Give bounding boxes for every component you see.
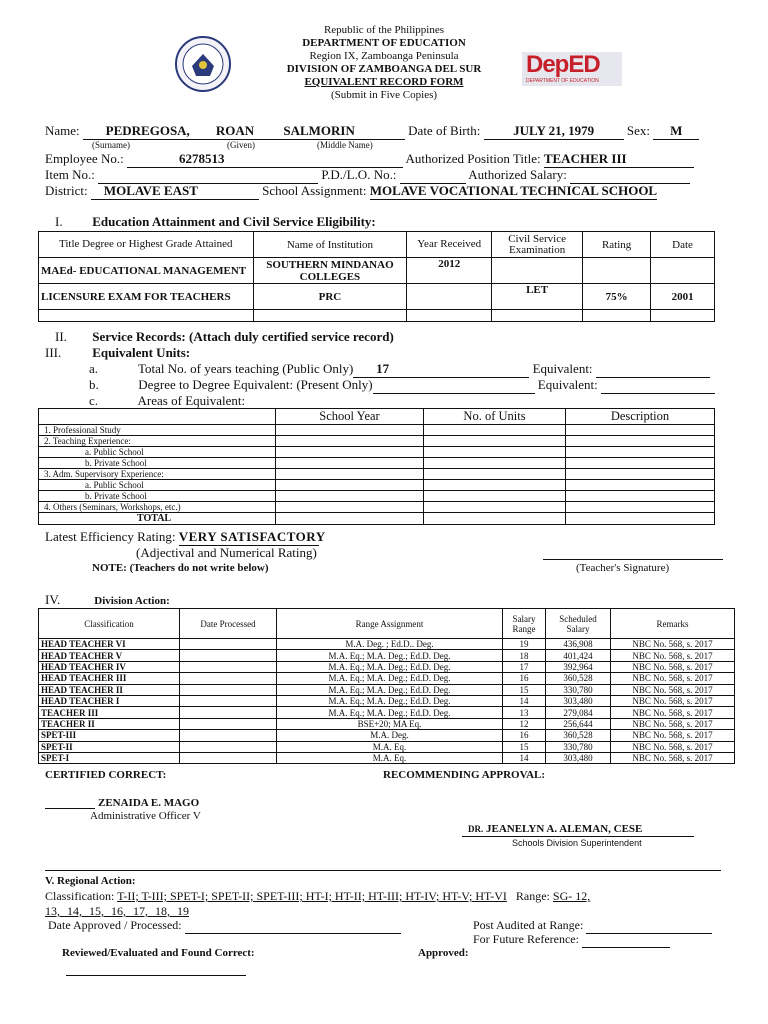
date-processed-cell <box>180 661 277 672</box>
eq-cell <box>566 469 715 480</box>
salary-range-cell: 15 <box>503 741 546 752</box>
edu-cell <box>583 310 651 322</box>
salary-range-cell: 14 <box>503 695 546 706</box>
eq-cell <box>566 491 715 502</box>
efficiency-row <box>45 529 326 546</box>
scheduled-salary-cell: 330,780 <box>546 741 611 752</box>
sds-prefix: DR. <box>468 824 484 834</box>
edu-col-institution: Name of Institution <box>253 232 407 258</box>
efficiency-label: Latest Efficiency Rating: <box>45 529 176 544</box>
certified-label: CERTIFIED CORRECT: <box>45 769 167 781</box>
salary-range-cell: 17 <box>503 661 546 672</box>
scheduled-salary-cell: 401,424 <box>546 650 611 661</box>
salary-value <box>570 167 690 184</box>
scheduled-salary-cell: 360,528 <box>546 730 611 741</box>
div-col-scheduled: Scheduled Salary <box>546 609 611 639</box>
remarks-cell: NBC No. 568, s. 2017 <box>611 661 735 672</box>
recommending-label: RECOMMENDING APPROVAL: <box>383 769 546 781</box>
efficiency-caption: (Adjectival and Numerical Rating) <box>136 545 317 560</box>
table-row <box>39 718 735 729</box>
section2-title: Service Records: (Attach duly certified service record) <box>92 329 394 344</box>
date-processed-cell <box>180 707 277 718</box>
classification-cell: SPET-II <box>39 741 180 752</box>
empno-value <box>127 151 403 168</box>
table-row <box>39 436 715 447</box>
remarks-cell: NBC No. 568, s. 2017 <box>611 639 735 650</box>
edu-cell: SOUTHERN MINDANAO COLLEGES <box>253 258 407 284</box>
table-row <box>39 425 715 436</box>
letterhead <box>234 24 534 102</box>
eq-row-label: 3. Adm. Supervisory Experience: <box>39 469 276 480</box>
units-row-b <box>89 377 715 394</box>
section1-heading <box>55 214 376 230</box>
form-title: EQUIVALENT RECORD FORM <box>304 76 464 88</box>
remarks-cell: NBC No. 568, s. 2017 <box>611 718 735 729</box>
eq-cell <box>276 458 424 469</box>
salary-range-cell: 16 <box>503 673 546 684</box>
table-row <box>39 650 735 661</box>
eq-cell <box>424 469 566 480</box>
years-teaching: 17 <box>376 361 390 376</box>
section1-title: Education Attainment and Civil Service Eligibility: <box>92 214 376 229</box>
edu-col-exam: Civil Service Examination <box>492 232 583 258</box>
date-processed-cell <box>180 639 277 650</box>
section4-title: Division Action: <box>94 595 170 607</box>
section5-heading: V. Regional Action: <box>45 875 136 887</box>
eq-total-label: TOTAL <box>39 513 276 525</box>
div-col-date: Date Processed <box>180 609 277 639</box>
salary-range-cell: 18 <box>503 650 546 661</box>
future-ref-label: For Future Reference: <box>473 932 579 946</box>
classification-label: Classification: <box>45 889 115 903</box>
eq-cell <box>424 491 566 502</box>
table-row <box>39 741 735 752</box>
position-label: Authorized Position Title: <box>405 151 541 166</box>
remarks-cell: NBC No. 568, s. 2017 <box>611 673 735 684</box>
post-audit-label: Post Audited at Range: <box>473 918 584 932</box>
units-row-a <box>89 361 710 378</box>
date-approved-row <box>48 918 401 934</box>
deped-logo <box>522 52 622 86</box>
edu-cell <box>407 284 492 310</box>
eq-cell <box>276 425 424 436</box>
eq-col-area <box>39 409 276 425</box>
eq-row-label: a. Public School <box>39 480 276 491</box>
classification-cell: SPET-III <box>39 730 180 741</box>
equivalent-header-row <box>39 409 715 425</box>
given-value: ROAN <box>215 123 255 138</box>
eq-cell <box>566 502 715 513</box>
table-row <box>39 447 715 458</box>
reviewed-label: Reviewed/Evaluated and Found Correct: <box>62 947 255 959</box>
item-a-value <box>353 361 529 378</box>
classification-cell: HEAD TEACHER V <box>39 650 180 661</box>
range-assignment-cell: M.A. Eq.; M.A. Deg.; Ed.D. Deg. <box>277 673 503 684</box>
eq-col-description: Description <box>566 409 715 425</box>
section4-num: IV. <box>45 592 61 607</box>
signature-line <box>543 559 723 560</box>
date-approved-field <box>185 918 401 934</box>
date-approved-label: Date Approved / Processed: <box>48 918 182 932</box>
scheduled-salary-cell: 436,908 <box>546 639 611 650</box>
date-processed-cell <box>180 673 277 684</box>
edu-col-rating: Rating <box>583 232 651 258</box>
div-col-range: Range Assignment <box>277 609 503 639</box>
eq-row-label: 2. Teaching Experience: <box>39 436 276 447</box>
copies-line: (Submit in Five Copies) <box>330 89 438 101</box>
item-label: Item No.: <box>45 167 95 182</box>
surname-value: PEDREGOSA, <box>105 123 190 138</box>
edu-cell <box>651 258 715 284</box>
eq-row-label: a. Public School <box>39 447 276 458</box>
edu-cell: 75% <box>583 284 651 310</box>
deped-seal <box>172 36 234 92</box>
remarks-cell: NBC No. 568, s. 2017 <box>611 741 735 752</box>
education-header-row <box>39 232 715 258</box>
div-col-classification: Classification <box>39 609 180 639</box>
item-a-text: Total No. of years teaching (Public Only) <box>138 361 354 376</box>
remarks-cell: NBC No. 568, s. 2017 <box>611 707 735 718</box>
classification-cell: TEACHER II <box>39 718 180 729</box>
table-row <box>39 458 715 469</box>
equivalent-a-field <box>596 361 710 378</box>
section2-num: II. <box>55 329 67 344</box>
employee-row <box>45 151 735 168</box>
range-continuation: 13, 14, 15, 16, 17, 18, 19 <box>45 904 189 918</box>
eq-cell <box>566 425 715 436</box>
table-row <box>39 730 735 741</box>
section2-heading <box>55 329 394 345</box>
salary-range-cell: 15 <box>503 684 546 695</box>
edu-cell <box>492 310 583 322</box>
range-assignment-cell: BSE+20; MA Eq. <box>277 718 503 729</box>
date-processed-cell <box>180 695 277 706</box>
classification-cell: HEAD TEACHER VI <box>39 639 180 650</box>
eq-cell <box>566 458 715 469</box>
sds-name: JEANELYN A. ALEMAN, CESE <box>486 823 643 835</box>
republic-line: Republic of the Philippines <box>323 24 445 36</box>
table-row <box>39 661 735 672</box>
table-row <box>39 491 715 502</box>
section1-num: I. <box>55 214 63 229</box>
signature-caption: (Teacher's Signature) <box>576 562 670 574</box>
school-label: School Assignment: <box>262 183 367 198</box>
range-assignment-cell: M.A. Eq. <box>277 741 503 752</box>
future-ref-row <box>473 932 670 948</box>
table-row <box>39 673 735 684</box>
scheduled-salary-cell: 303,480 <box>546 695 611 706</box>
item-c-text: Areas of Equivalent: <box>137 393 246 408</box>
eq-cell <box>276 447 424 458</box>
scheduled-salary-cell: 360,528 <box>546 673 611 684</box>
table-row <box>39 310 715 322</box>
pdlo-value <box>400 167 466 184</box>
scheduled-salary-cell: 256,644 <box>546 718 611 729</box>
div-col-remarks: Remarks <box>611 609 735 639</box>
edu-cell <box>492 258 583 284</box>
division-action-table <box>38 608 735 764</box>
classification-cell: TEACHER III <box>39 707 180 718</box>
officer-title: Administrative Officer V <box>90 810 201 822</box>
equivalent-label: Equivalent: <box>532 361 593 376</box>
table-row <box>39 684 735 695</box>
date-processed-cell <box>180 650 277 661</box>
eq-cell <box>424 425 566 436</box>
salary-range-cell: 14 <box>503 752 546 763</box>
dob-label: Date of Birth: <box>408 123 481 138</box>
table-row <box>39 469 715 480</box>
range-assignment-cell: M.A. Eq.; M.A. Deg.; Ed.D. Deg. <box>277 695 503 706</box>
classification-row <box>45 889 590 904</box>
table-row <box>39 707 735 718</box>
units-row-c <box>89 393 245 409</box>
middle-value: SALMORIN <box>283 123 355 138</box>
eq-row-label: b. Private School <box>39 491 276 502</box>
pdlo-label: P.D./L.O. No.: <box>321 167 397 182</box>
edu-cell <box>651 310 715 322</box>
eq-cell <box>424 480 566 491</box>
item-value <box>98 167 318 184</box>
edu-cell: 2012 <box>407 258 492 284</box>
scheduled-salary-cell: 330,780 <box>546 684 611 695</box>
eq-cell <box>566 447 715 458</box>
eq-cell <box>566 480 715 491</box>
item-b-text: Degree to Degree Equivalent: (Present Only) <box>138 377 373 392</box>
sex-label: Sex: <box>626 123 650 138</box>
division-header-row <box>39 609 735 639</box>
logo-text: DepED <box>526 51 600 78</box>
eq-cell <box>276 502 424 513</box>
sds-signature-line <box>462 836 694 837</box>
classification-cell: HEAD TEACHER II <box>39 684 180 695</box>
eq-cell <box>276 513 424 525</box>
classification-cell: HEAD TEACHER IV <box>39 661 180 672</box>
reviewed-signature-line <box>66 975 246 976</box>
division-rows <box>39 639 735 764</box>
scheduled-salary-cell: 392,964 <box>546 661 611 672</box>
date-processed-cell <box>180 752 277 763</box>
range-assignment-cell: M.A. Eq. <box>277 752 503 763</box>
table-row <box>39 513 715 525</box>
empno-label: Employee No.: <box>45 151 124 166</box>
eq-cell <box>424 502 566 513</box>
range-assignment-cell: M.A. Eq.; M.A. Deg.; Ed.D. Deg. <box>277 661 503 672</box>
salary-range-cell: 13 <box>503 707 546 718</box>
district-label: District: <box>45 183 88 198</box>
classification-value: T-II; T-III; SPET-I; SPET-II; SPET-III; HT-I; HT-II; HT-III; HT-IV; HT-V; HT-VI <box>117 889 507 903</box>
edu-col-date: Date <box>651 232 715 258</box>
eq-row-label: b. Private School <box>39 458 276 469</box>
remarks-cell: NBC No. 568, s. 2017 <box>611 752 735 763</box>
eq-cell <box>424 447 566 458</box>
scheduled-salary-cell: 303,480 <box>546 752 611 763</box>
district-name: MOLAVE EAST <box>103 183 198 198</box>
sds-title: Schools Division Superintendent <box>512 838 642 848</box>
salary-label: Authorized Salary: <box>468 167 567 182</box>
region-line: Region IX, Zamboanga Peninsula <box>309 50 459 62</box>
middle-caption: (Middle Name) <box>317 140 373 150</box>
eq-cell <box>424 458 566 469</box>
position-value: TEACHER III <box>544 151 694 168</box>
classification-cell: HEAD TEACHER III <box>39 673 180 684</box>
sds-name-row <box>468 823 642 835</box>
name-label: Name: <box>45 123 80 138</box>
range-assignment-cell: M.A. Deg. ; Ed.D.. Deg. <box>277 639 503 650</box>
div-col-salary-range: Salary Range <box>503 609 546 639</box>
classification-cell: SPET-I <box>39 752 180 763</box>
salary-range-cell: 16 <box>503 730 546 741</box>
eq-cell <box>276 480 424 491</box>
edu-cell <box>253 310 407 322</box>
table-row <box>39 284 715 310</box>
department-line: DEPARTMENT OF EDUCATION <box>302 37 466 49</box>
district-value <box>91 183 259 200</box>
table-row <box>39 752 735 763</box>
seal-icon <box>172 36 234 92</box>
eq-row-label: 4. Others (Seminars, Workshops, etc.) <box>39 502 276 513</box>
name-captions <box>92 140 392 150</box>
dob-value: JULY 21, 1979 <box>484 123 624 140</box>
item-b-label: b. <box>89 377 99 392</box>
table-row <box>39 639 735 650</box>
eq-row-label: 1. Professional Study <box>39 425 276 436</box>
separator-line <box>45 870 721 871</box>
name-field <box>83 123 405 140</box>
table-row <box>39 502 715 513</box>
classification-cell: HEAD TEACHER I <box>39 695 180 706</box>
table-row <box>39 480 715 491</box>
remarks-cell: NBC No. 568, s. 2017 <box>611 695 735 706</box>
eq-cell <box>276 491 424 502</box>
edu-cell: MAEd- EDUCATIONAL MANAGEMENT <box>39 258 254 284</box>
efficiency-value: VERY SATISFACTORY <box>178 529 326 544</box>
date-processed-cell <box>180 684 277 695</box>
edu-cell: LICENSURE EXAM FOR TEACHERS <box>39 284 254 310</box>
note-text: NOTE: (Teachers do not write below) <box>92 562 269 574</box>
edu-cell <box>407 310 492 322</box>
section4-heading <box>45 592 170 608</box>
future-ref-field <box>582 932 670 948</box>
table-row <box>39 695 735 706</box>
edu-col-title: Title Degree or Highest Grade Attained <box>39 232 254 258</box>
item-b-value <box>373 377 535 394</box>
name-row <box>45 123 735 140</box>
eq-cell <box>566 436 715 447</box>
eq-cell <box>424 513 566 525</box>
given-caption: (Given) <box>227 140 255 150</box>
eq-cell <box>276 436 424 447</box>
range-assignment-cell: M.A. Eq.; M.A. Deg.; Ed.D. Deg. <box>277 650 503 661</box>
equivalent-table <box>38 408 715 525</box>
officer-name: ZENAIDA E. MAGO <box>98 797 200 809</box>
scheduled-salary-cell: 279,084 <box>546 707 611 718</box>
range-value: SG- 12, <box>552 889 591 903</box>
date-processed-cell <box>180 718 277 729</box>
salary-range-cell: 19 <box>503 639 546 650</box>
eq-cell <box>566 513 715 525</box>
salary-range-cell: 12 <box>503 718 546 729</box>
range-assignment-cell: M.A. Eq.; M.A. Deg.; Ed.D. Deg. <box>277 707 503 718</box>
item-a-label: a. <box>89 361 99 376</box>
section3-title: Equivalent Units: <box>92 345 191 360</box>
district-row <box>45 183 735 200</box>
range-label: Range: <box>515 889 550 903</box>
edu-cell: PRC <box>253 284 407 310</box>
range-assignment-cell: M.A. Eq.; M.A. Deg.; Ed.D. Deg. <box>277 684 503 695</box>
eq-col-units: No. of Units <box>424 409 566 425</box>
officer-signature-line <box>45 808 95 809</box>
remarks-cell: NBC No. 568, s. 2017 <box>611 650 735 661</box>
edu-cell: 2001 <box>651 284 715 310</box>
table-row <box>39 258 715 284</box>
edu-cell <box>583 258 651 284</box>
logo-subtext: DEPARTMENT OF EDUCATION <box>526 78 599 84</box>
approved-label: Approved: <box>418 947 469 959</box>
edu-cell: LET <box>492 284 583 310</box>
section3-num: III. <box>45 345 62 360</box>
item-row <box>45 167 735 184</box>
date-processed-cell <box>180 730 277 741</box>
surname-caption: (Surname) <box>92 140 130 150</box>
edu-col-year: Year Received <box>407 232 492 258</box>
sex-value: M <box>653 123 699 140</box>
division-line: DIVISION OF ZAMBOANGA DEL SUR <box>286 63 482 75</box>
eq-col-school-year: School Year <box>276 409 424 425</box>
section3-heading <box>45 345 190 361</box>
remarks-cell: NBC No. 568, s. 2017 <box>611 684 735 695</box>
edu-cell <box>39 310 254 322</box>
date-processed-cell <box>180 741 277 752</box>
eq-cell <box>276 469 424 480</box>
equivalent-b-field <box>601 377 715 394</box>
education-table <box>38 231 715 322</box>
remarks-cell: NBC No. 568, s. 2017 <box>611 730 735 741</box>
item-c-label: c. <box>89 393 99 408</box>
employee-number: 6278513 <box>178 151 225 166</box>
equivalent-label: Equivalent: <box>537 377 598 392</box>
school-value: MOLAVE VOCATIONAL TECHNICAL SCHOOL <box>369 183 658 198</box>
eq-cell <box>424 436 566 447</box>
range-assignment-cell: M.A. Deg. <box>277 730 503 741</box>
